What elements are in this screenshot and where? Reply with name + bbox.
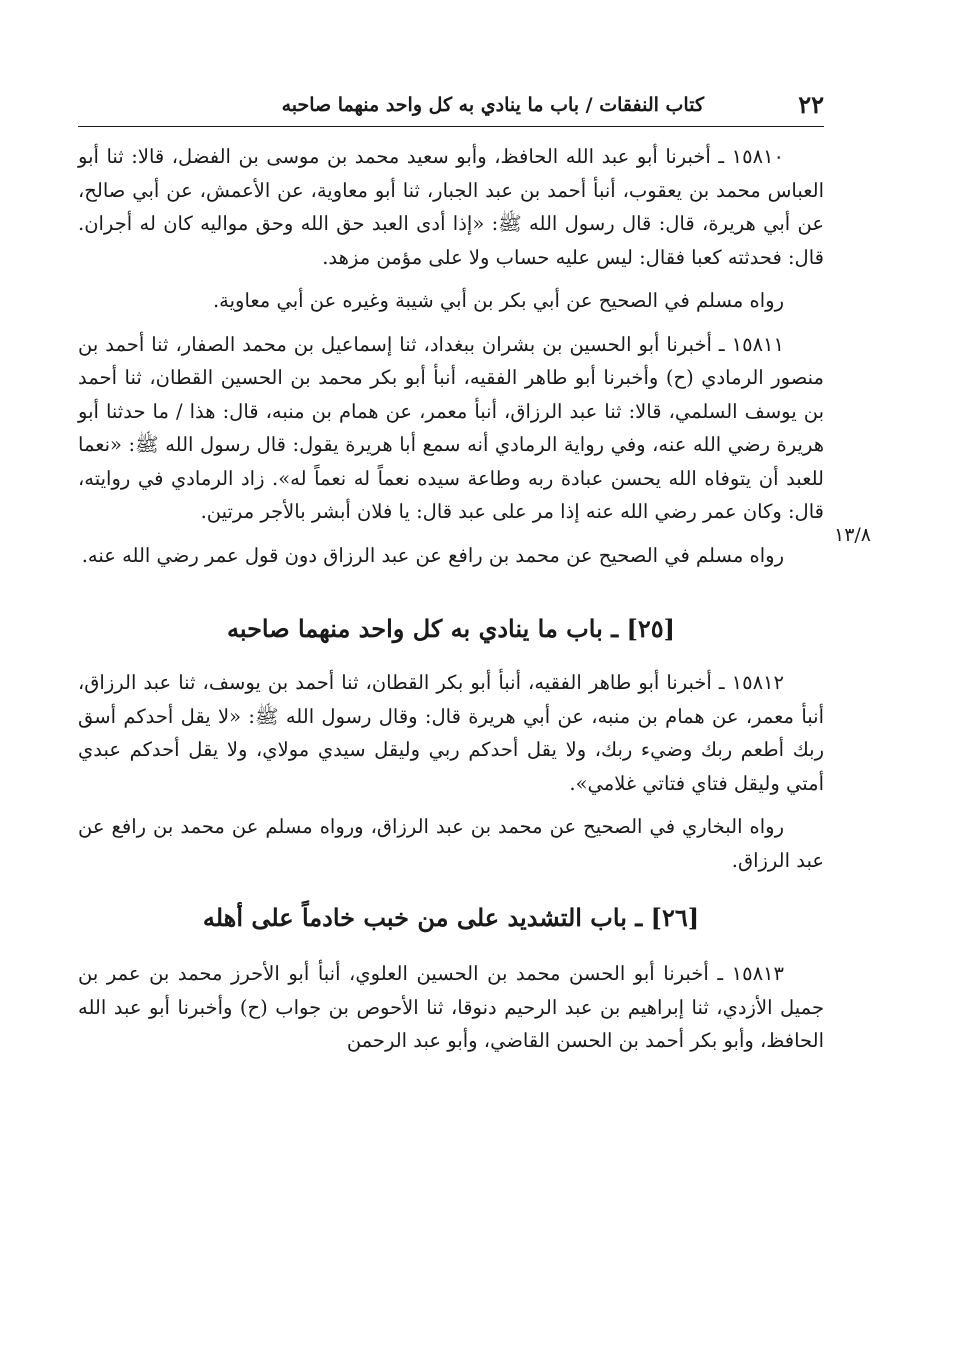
page-header — [78, 88, 824, 128]
page-number: ٢٢ — [798, 90, 824, 119]
header-rule — [78, 126, 824, 127]
running-title: كتاب النفقات / باب ما ينادي به كل واحد منهما صاحبه — [281, 94, 704, 116]
note-15812: رواه البخاري في الصحيح عن محمد بن عبد الرزاق، ورواه مسلم عن محمد بن رافع عن عبد الرزاق. — [78, 815, 824, 872]
note-15810: رواه مسلم في الصحيح عن أبي بكر بن أبي شيبة وغيره عن أبي معاوية. — [212, 289, 784, 312]
page-body — [78, 140, 824, 1058]
note-15811: رواه مسلم في الصحيح عن محمد بن رافع عن عبد الرزاق دون قول عمر رضي الله عنه. — [81, 543, 784, 567]
margin-reference: ١٣/٨ — [834, 524, 872, 546]
hadith-15812: ١٥٨١٢ ـ أخبرنا أبو طاهر الفقيه، أنبأ أبو بكر القطان، ثنا أحمد بن يوسف، ثنا عبد الرزاق، أنبأ معمر، عن همام بن منبه، عن أبي هريرة قال: وقال رسول الله ﷺ: «لا يقل أحدكم أسق ربك أطعم ربك وضيء ربك، ولا يقل أحدكم ربي وليقل سيدي مولاي، ولا يقل أحدكم عبدي أمتي وليقل فتاي فتاتي غلامي». — [78, 671, 824, 795]
chapter-heading-26: [٢٦] ـ باب التشديد على من خبب خادماً على أهله — [202, 903, 700, 932]
chapter-heading-25: [٢٥] ـ باب ما ينادي به كل واحد منهما صاحبه — [226, 614, 675, 643]
hadith-15811: ١٥٨١١ ـ أخبرنا أبو الحسين بن بشران ببغداد، ثنا إسماعيل بن محمد الصفار، ثنا أحمد بن منصور الرمادي (ح) وأخبرنا أبو طاهر الفقيه، أنبأ أبو بكر محمد بن الحسين القطان، ثنا أحمد بن يوسف السلمي، قالا: ثنا عبد الرزاق، أنبأ معمر، عن همام بن منبه، قال: هذا / ما حدثنا أبو هريرة رضي الله عنه، وفي رواية الرمادي أنه سمع أبا هريرة يقول: قال رسول الله ﷺ: «نعما للعبد أن يتوفاه الله يحسن عبادة ربه وطاعة سيده نعماً له نعماً له». زاد الرمادي في روايته، قال: وكان عمر رضي الله عنه إذا مر على عبد قال: يا فلان أبشر بالأجر مرتين. — [78, 332, 824, 523]
hadith-15813: ١٥٨١٣ ـ أخبرنا أبو الحسن محمد بن الحسين العلوي، أنبأ أبو الأحرز محمد بن عمر بن جميل الأزدي، ثنا إبراهيم بن عبد الرحيم دنوقا، ثنا الأحوص بن جواب (ح) وأخبرنا أبو عبد الله الحافظ، وأبو بكر أحمد بن الحسن القاضي، وأبو عبد الرحمن — [78, 962, 824, 1052]
hadith-15810: ١٥٨١٠ ـ أخبرنا أبو عبد الله الحافظ، وأبو سعيد محمد بن موسى بن الفضل، قالا: ثنا أبو العباس محمد بن يعقوب، أنبأ أحمد بن عبد الجبار، ثنا أبو معاوية، عن الأعمش، عن أبي صالح، عن أبي هريرة، قال: قال رسول الله ﷺ: «إذا أدى العبد حق الله وحق مواليه كان له أجران. قال: فحدثته كعبا فقال: ليس عليه حساب ولا على مؤمن مزهد. — [78, 145, 824, 269]
